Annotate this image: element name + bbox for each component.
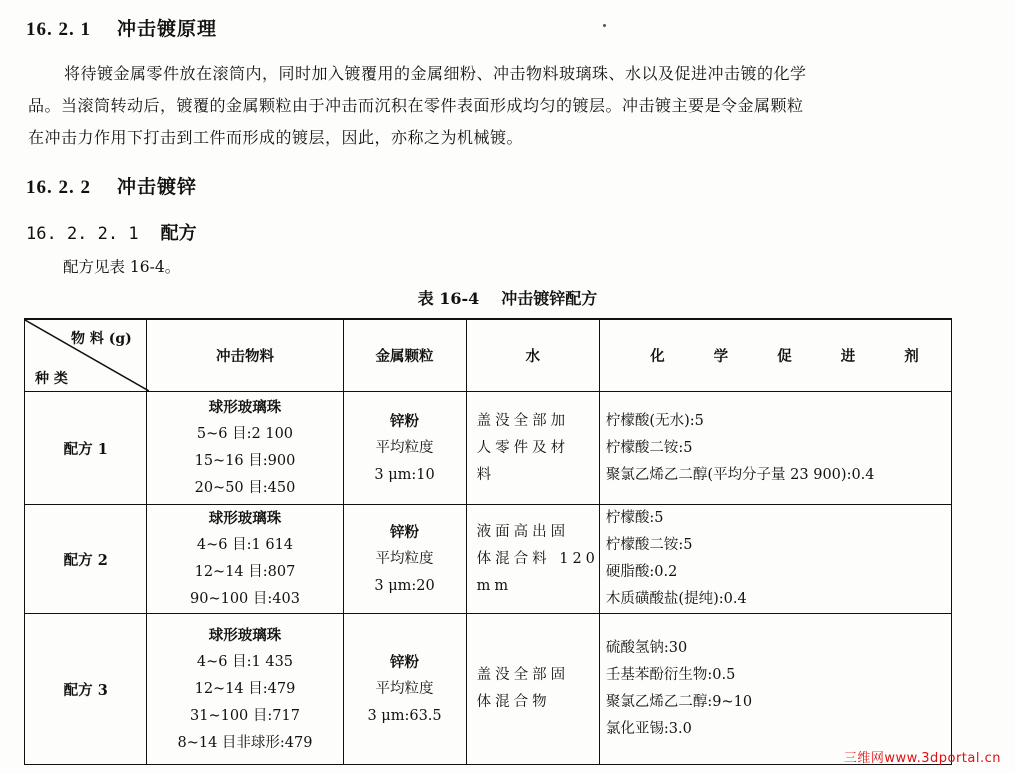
water-cell <box>466 505 599 614</box>
metal-line: 锌粉 <box>390 653 420 671</box>
paragraph-line: 品。当滚筒转动后，镀覆的金属颗粒由于冲击而沉积在零件表面形成均匀的镀层。冲击镀主要是令金属颗粒 <box>28 96 804 115</box>
table-row <box>25 392 952 505</box>
promoter-line: 硬脂酸:0.2 <box>605 564 678 580</box>
metal-line: 平均粒度 <box>375 680 434 697</box>
promoter-line: 氯化亚锡:3.0 <box>605 721 692 737</box>
metal-line: 锌粉 <box>390 523 420 541</box>
water-line: 人零件及材 <box>476 439 570 456</box>
water-cell <box>466 614 599 765</box>
promoter-line: 柠檬酸(无水):5 <box>605 412 704 429</box>
subsection-title: 配方 <box>160 223 197 244</box>
metal-line: 平均粒度 <box>375 550 434 567</box>
header-material: 物 料 (g) <box>71 331 132 347</box>
diagonal-header-cell <box>25 319 147 392</box>
section-number: 16. 2. 1 <box>26 19 91 40</box>
metal-line: 3 μm:20 <box>374 577 435 594</box>
paragraph-line: 在冲击力作用下打击到工件而形成的镀层，因此，亦称之为机械镀。 <box>28 128 524 147</box>
formula-name: 配方 2 <box>25 505 147 614</box>
impact-line: 4~6 目:1 435 <box>196 653 294 670</box>
table-caption <box>0 286 1015 309</box>
impact-line: 90~100 目:403 <box>190 591 300 607</box>
table-row <box>25 505 952 614</box>
paragraph-line: 将待镀金属零件放在滚筒内，同时加入镀覆用的金属细粉、冲击物料玻璃珠、水以及促进冲击镀的化学 <box>64 64 807 83</box>
formula-name: 配方 1 <box>25 392 147 505</box>
impact-line: 15~16 目:900 <box>194 453 296 469</box>
promoter-cell <box>599 614 951 765</box>
water-line: 盖没全部加 <box>476 412 570 429</box>
impact-line: 4~6 目:1 614 <box>196 537 294 553</box>
section-title: 冲击镀锌 <box>117 176 198 198</box>
impact-line: 12~14 目:807 <box>194 564 296 580</box>
impact-line: 球形玻璃珠 <box>208 626 282 644</box>
impact-line: 8~14 目非球形:479 <box>177 734 313 751</box>
impact-cell <box>147 614 343 765</box>
section-title: 冲击镀原理 <box>117 18 218 40</box>
impact-cell <box>147 392 343 505</box>
header-impact-material: 冲击物料 <box>147 319 343 392</box>
reference-text: 配方见表 16-4。 <box>63 258 181 276</box>
subsection-heading <box>26 219 197 245</box>
metal-line: 3 μm:63.5 <box>367 707 442 724</box>
promoter-line: 柠檬酸二铵:5 <box>605 439 693 456</box>
impact-line: 5~6 目:2 100 <box>196 426 294 442</box>
promoter-line: 木质磺酸盐(提纯):0.4 <box>605 591 747 607</box>
promoter-line: 聚氯乙烯乙二醇:9~10 <box>605 694 753 710</box>
table-title: 冲击镀锌配方 <box>501 289 598 308</box>
water-line: mm <box>476 577 513 594</box>
site-watermark: 三维网www.3dportal.cn <box>843 751 1001 766</box>
section-number: 16. 2. 2 <box>26 177 91 198</box>
header-promoter: 化 学 促 进 剂 <box>599 319 951 392</box>
water-line: 体混合料 120 <box>476 550 599 567</box>
impact-line: 12~14 目:479 <box>194 680 296 697</box>
header-category: 种 类 <box>35 371 68 387</box>
metal-cell <box>343 505 466 614</box>
water-line: 体混合物 <box>476 694 551 710</box>
formula-table <box>24 318 952 765</box>
subsection-number: 16. 2. 2. 1 <box>26 224 139 244</box>
water-line: 料 <box>476 466 496 483</box>
impact-line: 20~50 目:450 <box>194 480 296 496</box>
impact-line: 31~100 目:717 <box>190 707 300 724</box>
table-header-row <box>25 319 952 392</box>
metal-cell <box>343 614 466 765</box>
metal-cell <box>343 392 466 505</box>
promoter-cell <box>599 505 951 614</box>
header-water: 水 <box>466 319 599 392</box>
formula-name: 配方 3 <box>25 614 147 765</box>
promoter-line: 聚氯乙烯乙二醇(平均分子量 23 900):0.4 <box>605 466 875 483</box>
water-line: 液面高出固 <box>476 523 570 540</box>
section-heading-2 <box>26 172 197 199</box>
promoter-cell <box>599 392 951 505</box>
section-heading-1 <box>26 14 217 41</box>
header-metal-particle: 金属颗粒 <box>343 319 466 392</box>
metal-line: 3 μm:10 <box>374 466 435 483</box>
water-line: 盖没全部固 <box>476 667 570 683</box>
principle-paragraph <box>28 58 988 154</box>
metal-line: 锌粉 <box>390 412 420 430</box>
promoter-line: 柠檬酸:5 <box>605 510 664 526</box>
impact-line: 球形玻璃珠 <box>208 510 282 527</box>
impact-cell <box>147 505 343 614</box>
metal-line: 平均粒度 <box>375 439 434 456</box>
promoter-line: 壬基苯酚衍生物:0.5 <box>605 667 736 683</box>
scan-speck <box>603 24 606 27</box>
water-cell <box>466 392 599 505</box>
table-row <box>25 614 952 765</box>
promoter-line: 柠檬酸二铵:5 <box>605 537 693 553</box>
promoter-line: 硫酸氢钠:30 <box>605 640 688 656</box>
impact-line: 球形玻璃珠 <box>208 399 282 416</box>
table-label: 表 16-4 <box>417 289 480 308</box>
